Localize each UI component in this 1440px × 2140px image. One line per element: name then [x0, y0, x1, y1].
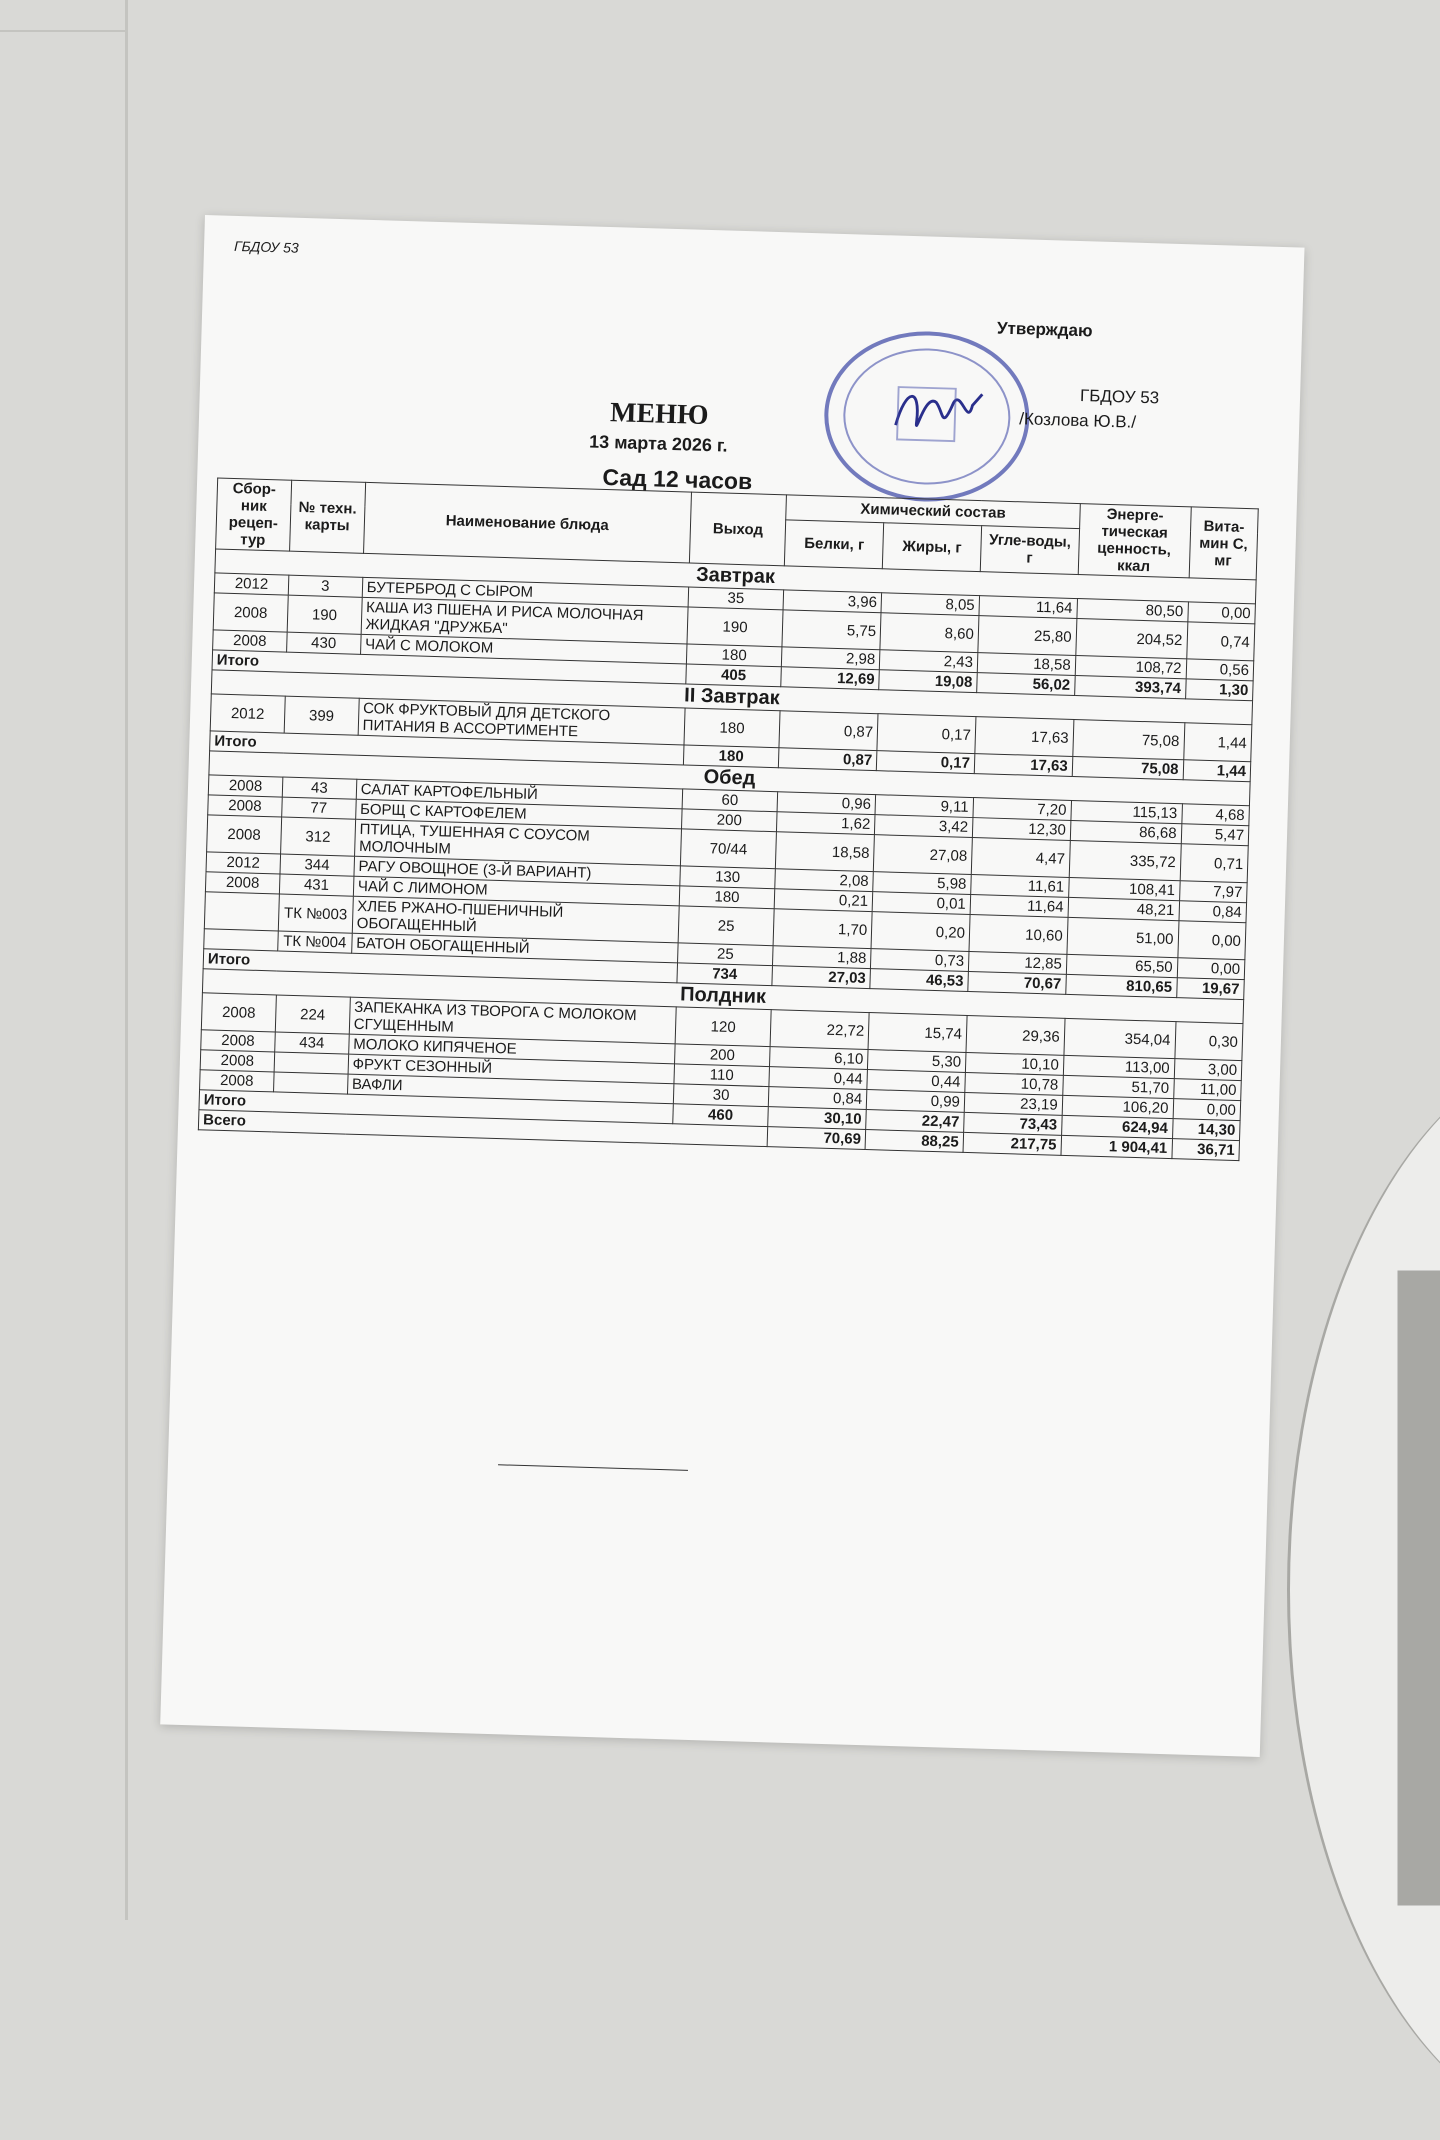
total-output: 460 [672, 1104, 768, 1127]
total-protein: 12,69 [781, 667, 879, 690]
total-output: 180 [683, 745, 779, 768]
recipe-year: 2008 [208, 775, 282, 797]
recipe-year: 2008 [201, 1030, 275, 1052]
fat-value: 0,17 [877, 714, 976, 754]
total-label: Итого [210, 731, 684, 765]
dish-output: 130 [680, 866, 776, 889]
total-label: Итого [212, 650, 686, 684]
tech-card-number: 399 [284, 696, 359, 735]
menu-date: 13 марта 2026 г. [588, 431, 728, 456]
carbs-value: 10,60 [969, 915, 1068, 955]
energy-value: 354,04 [1064, 1018, 1176, 1058]
dish-output: 180 [686, 644, 782, 667]
total-energy: 75,08 [1072, 756, 1183, 779]
vitamin-value: 1,44 [1183, 723, 1252, 762]
total-vitamin: 1,30 [1185, 679, 1253, 701]
total-carbs: 56,02 [977, 673, 1075, 696]
fat-value: 5,98 [873, 872, 971, 895]
approve-label: Утверждаю [996, 318, 1093, 341]
approve-signatory: /Козлова Ю.В./ [1019, 409, 1137, 432]
col-carbs: Угле-воды, г [980, 526, 1079, 575]
fat-value: 3,42 [875, 815, 973, 838]
carbs-value: 18,58 [977, 653, 1075, 676]
recipe-year: 2008 [213, 593, 288, 632]
total-energy: 393,74 [1074, 676, 1185, 699]
tech-card-number: 224 [275, 995, 350, 1034]
tech-card-number: 431 [279, 874, 353, 896]
tech-card-number: 43 [282, 777, 356, 799]
section-title: II Завтрак [211, 670, 1252, 725]
energy-value: 108,72 [1075, 656, 1186, 679]
energy-value: 65,50 [1066, 954, 1177, 977]
fat-value: 27,08 [873, 835, 972, 875]
dish-name: ВАФЛИ [347, 1074, 673, 1104]
col-protein: Белки, г [785, 520, 884, 569]
carbs-value: 7,20 [973, 798, 1071, 821]
fat-value: 0,44 [867, 1070, 965, 1093]
energy-value: 48,21 [1068, 897, 1179, 920]
recipe-year: 2012 [210, 694, 285, 733]
recipe-year: 2012 [206, 852, 280, 874]
total-protein: 30,10 [768, 1107, 866, 1130]
total-output: 734 [677, 963, 773, 986]
approve-org: ГБДОУ 53 [1079, 386, 1160, 408]
dish-name: КАША ИЗ ПШЕНА И РИСА МОЛОЧНАЯ ЖИДКАЯ "ДРУЖБА" [361, 597, 688, 644]
carbs-value: 10,78 [965, 1072, 1063, 1095]
dish-output: 25 [678, 906, 775, 946]
dish-output: 200 [674, 1044, 770, 1067]
energy-value: 335,72 [1069, 840, 1181, 880]
energy-value: 51,70 [1062, 1075, 1173, 1098]
col-vitamin: Вита-мин С, мг [1189, 507, 1259, 580]
total-fat: 19,08 [879, 670, 977, 693]
protein-value: 0,84 [769, 1087, 867, 1110]
fat-value: 0,01 [872, 892, 970, 915]
recipe-year: 2008 [200, 1070, 274, 1092]
dish-output: 35 [688, 587, 784, 610]
recipe-year: 2008 [207, 815, 282, 854]
recipe-year: 2008 [201, 993, 276, 1032]
dish-output: 190 [687, 607, 784, 647]
protein-value: 3,96 [783, 590, 881, 613]
fat-value: 0,99 [866, 1090, 964, 1113]
dish-name: ХЛЕБ РЖАНО-ПШЕНИЧНЫЙ ОБОГАЩЕННЫЙ [352, 896, 679, 943]
fat-value: 8,05 [881, 593, 979, 616]
carbs-value: 25,80 [978, 616, 1077, 656]
grand-carbs: 217,75 [963, 1132, 1061, 1155]
energy-value: 115,13 [1071, 800, 1182, 823]
dish-name: ФРУКТ СЕЗОННЫЙ [348, 1054, 674, 1084]
grand-fat: 88,25 [865, 1130, 963, 1153]
dish-output: 30 [673, 1084, 769, 1107]
total-vitamin: 1,44 [1183, 760, 1251, 782]
vitamin-value: 0,00 [1177, 958, 1245, 980]
vitamin-value: 3,00 [1174, 1059, 1242, 1081]
total-energy: 810,65 [1065, 974, 1176, 997]
menu-subtitle: Сад 12 часов [602, 463, 753, 495]
signature-line [498, 1464, 688, 1471]
total-label: Итого [199, 1090, 673, 1124]
fat-value: 0,20 [871, 912, 970, 952]
vitamin-value: 11,00 [1173, 1079, 1241, 1101]
dish-output: 70/44 [680, 829, 777, 869]
carbs-value: 23,19 [964, 1092, 1062, 1115]
fat-value: 8,60 [880, 613, 979, 653]
dish-output: 25 [677, 943, 773, 966]
col-collection: Сбор-ник рецеп-тур [216, 478, 292, 551]
total-fat: 0,17 [876, 751, 974, 774]
carbs-value: 29,36 [966, 1015, 1065, 1055]
tech-card-number [273, 1072, 347, 1094]
total-output: 405 [686, 664, 782, 687]
recipe-year [204, 892, 279, 931]
carbs-value: 12,85 [968, 951, 1066, 974]
fat-value: 2,43 [879, 650, 977, 673]
protein-value: 18,58 [776, 832, 875, 872]
tech-card-number: 3 [288, 575, 362, 597]
vitamin-value: 0,84 [1179, 901, 1247, 923]
menu-table [198, 477, 1259, 1161]
col-card: № техн. карты [289, 480, 365, 553]
recipe-year: 2008 [213, 630, 287, 652]
total-fat: 22,47 [866, 1110, 964, 1133]
section-title: Обед [209, 751, 1250, 806]
dish-output: 110 [674, 1064, 770, 1087]
dish-name: СОК ФРУКТОВЫЙ ДЛЯ ДЕТСКОГО ПИТАНИЯ В АССОРТИМЕНТЕ [358, 698, 685, 745]
tech-card-number: 77 [282, 797, 356, 819]
vitamin-value: 7,97 [1179, 881, 1247, 903]
col-output: Выход [689, 492, 787, 566]
protein-value: 2,08 [775, 869, 873, 892]
signature-icon [826, 333, 1028, 501]
vitamin-value: 0,74 [1186, 622, 1255, 661]
protein-value: 22,72 [770, 1010, 869, 1050]
vitamin-value: 0,00 [1177, 921, 1246, 960]
grand-total-label: Всего [198, 1110, 768, 1147]
carbs-value: 11,64 [970, 895, 1068, 918]
dish-name: САЛАТ КАРТОФЕЛЬНЫЙ [356, 779, 682, 809]
energy-value: 51,00 [1067, 917, 1179, 957]
section-title: Завтрак [215, 549, 1256, 604]
col-dish: Наименование блюда [363, 482, 691, 563]
dish-name: ЗАПЕКАНКА ИЗ ТВОРОГА С МОЛОКОМ СГУЩЕННЫМ [349, 997, 676, 1044]
protein-value: 5,75 [782, 610, 881, 650]
total-fat: 46,53 [870, 969, 968, 992]
energy-value: 75,08 [1073, 719, 1185, 759]
carbs-value: 10,10 [965, 1052, 1063, 1075]
total-label: Итого [203, 949, 677, 983]
vitamin-value: 0,00 [1187, 602, 1255, 624]
energy-value: 108,41 [1068, 877, 1179, 900]
total-carbs: 73,43 [964, 1112, 1062, 1135]
recipe-year: 2008 [205, 872, 279, 894]
total-vitamin: 14,30 [1172, 1119, 1240, 1141]
tech-card-number: ТК №003 [278, 894, 353, 933]
recipe-year: 2008 [200, 1050, 274, 1072]
recipe-year: 2008 [208, 795, 282, 817]
total-carbs: 70,67 [968, 971, 1066, 994]
recipe-year: 2012 [214, 573, 288, 595]
energy-value: 86,68 [1070, 820, 1181, 843]
tech-card-number: 430 [286, 632, 360, 654]
total-protein: 0,87 [779, 748, 877, 771]
page-title: МЕНЮ [609, 397, 709, 432]
carbs-value: 4,47 [971, 838, 1070, 878]
total-energy: 624,94 [1061, 1115, 1172, 1138]
grand-vitamin: 36,71 [1171, 1139, 1239, 1161]
dish-name: БАТОН ОБОГАЩЕННЫЙ [351, 933, 677, 963]
tech-card-number: 344 [280, 854, 354, 876]
section-title: Полдник [202, 969, 1243, 1024]
dish-name: БУТЕРБРОД С СЫРОМ [362, 577, 688, 607]
dish-name: МОЛОКО КИПЯЧЕНОЕ [348, 1034, 674, 1064]
carbs-value: 11,64 [979, 596, 1077, 619]
col-chem: Химический состав [786, 495, 1080, 529]
dish-output: 120 [675, 1007, 772, 1047]
fat-value: 5,30 [868, 1050, 966, 1073]
protein-value: 0,96 [777, 792, 875, 815]
total-carbs: 17,63 [974, 754, 1072, 777]
total-protein: 27,03 [772, 966, 870, 989]
fat-value: 0,73 [871, 949, 969, 972]
floor-tile-seam [0, 30, 125, 32]
dish-output: 200 [681, 809, 777, 832]
carbs-value: 12,30 [972, 818, 1070, 841]
dish-name: ПТИЦА, ТУШЕННАЯ С СОУСОМ МОЛОЧНЫМ [354, 819, 681, 866]
tech-card-number [274, 1052, 348, 1074]
dish-output: 60 [682, 789, 778, 812]
vitamin-value: 0,30 [1174, 1022, 1243, 1061]
protein-value: 0,44 [769, 1067, 867, 1090]
carbs-value: 17,63 [975, 717, 1074, 757]
protein-value: 2,98 [782, 647, 880, 670]
grand-energy: 1 904,41 [1061, 1135, 1172, 1158]
vitamin-value: 0,56 [1186, 659, 1254, 681]
round-table-edge [1287, 1040, 1440, 2140]
energy-value: 204,52 [1076, 619, 1188, 659]
dish-name: ЧАЙ С ЛИМОНОМ [353, 876, 679, 906]
energy-value: 113,00 [1063, 1055, 1174, 1078]
protein-value: 1,88 [773, 946, 871, 969]
menu-sheet [160, 215, 1304, 1757]
fat-value: 9,11 [875, 795, 973, 818]
col-fat: Жиры, г [882, 523, 981, 572]
org-header: ГБДОУ 53 [233, 237, 299, 256]
tech-card-number: ТК №004 [278, 931, 352, 953]
energy-value: 106,20 [1062, 1095, 1173, 1118]
protein-value: 0,87 [779, 711, 878, 751]
protein-value: 1,70 [773, 909, 872, 949]
col-energy: Энерге-тическая ценность, ккал [1078, 504, 1191, 578]
energy-value: 80,50 [1077, 599, 1188, 622]
floor-tile-seam [125, 0, 128, 1920]
dish-name: БОРЩ С КАРТОФЕЛЕМ [355, 799, 681, 829]
grand-protein: 70,69 [767, 1127, 865, 1150]
dish-output: 180 [684, 708, 781, 748]
vitamin-value: 4,68 [1181, 804, 1249, 826]
vitamin-value: 5,47 [1181, 824, 1249, 846]
official-stamp [822, 328, 1032, 504]
tech-card-number: 434 [275, 1032, 349, 1054]
total-vitamin: 19,67 [1176, 978, 1244, 1000]
dish-output: 180 [679, 886, 775, 909]
protein-value: 0,21 [775, 889, 873, 912]
dish-name: ЧАЙ С МОЛОКОМ [360, 634, 686, 664]
dish-name: РАГУ ОВОЩНОЕ (3-Й ВАРИАНТ) [354, 856, 680, 886]
recipe-year [204, 929, 278, 951]
carbs-value: 11,61 [971, 875, 1069, 898]
protein-value: 6,10 [770, 1047, 868, 1070]
vitamin-value: 0,71 [1180, 844, 1249, 883]
tech-card-number: 190 [287, 595, 362, 634]
protein-value: 1,62 [777, 812, 875, 835]
fat-value: 15,74 [868, 1013, 967, 1053]
vitamin-value: 0,00 [1173, 1099, 1241, 1121]
tech-card-number: 312 [280, 817, 355, 856]
